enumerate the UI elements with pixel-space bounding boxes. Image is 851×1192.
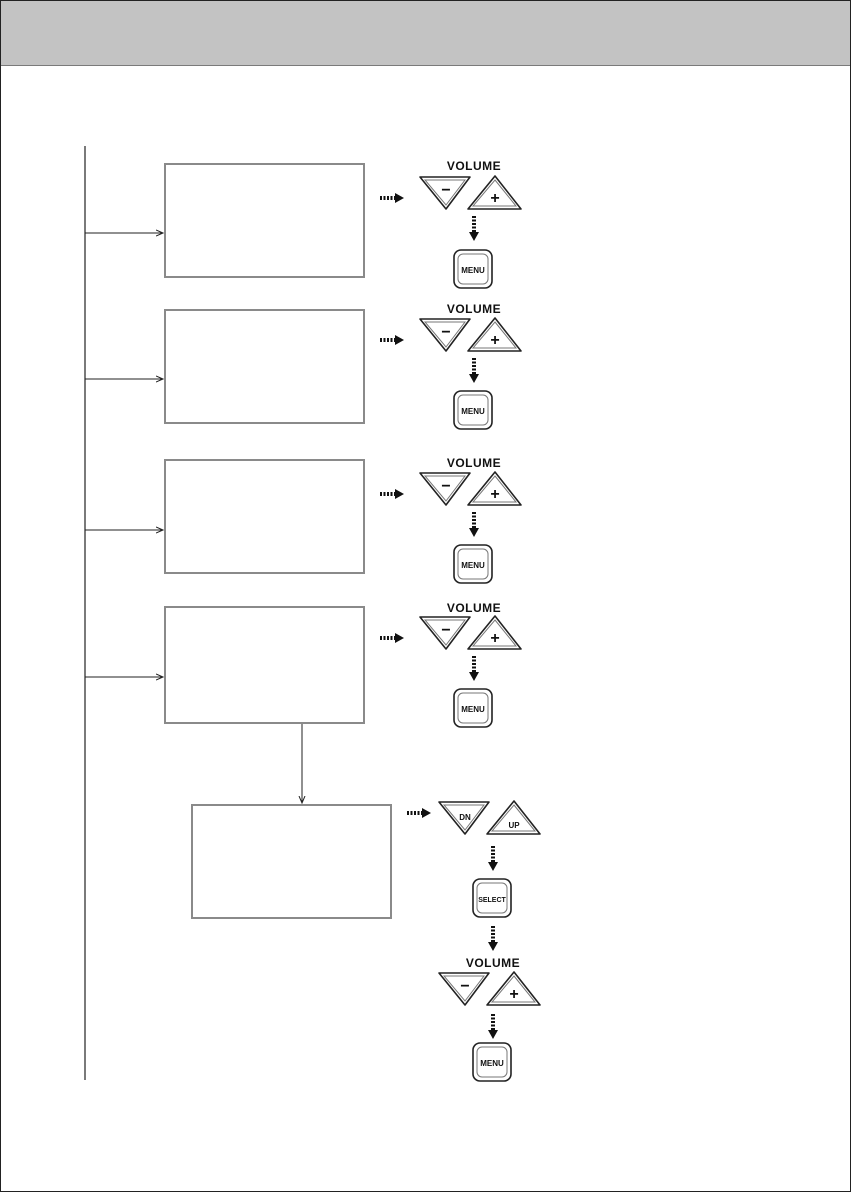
menu-button-3[interactable] xyxy=(454,545,492,583)
screen-box-2 xyxy=(164,309,365,424)
volume-plus-button-sub[interactable] xyxy=(487,972,540,1005)
screen-box-sub xyxy=(191,804,392,919)
down-arrow-3 xyxy=(469,512,479,537)
volume-label-4: VOLUME xyxy=(446,601,502,615)
volume-plus-button-sub-label: + xyxy=(509,986,519,1003)
volume-plus-button-3[interactable] xyxy=(468,472,521,505)
volume-label-2: VOLUME xyxy=(446,302,502,316)
volume-minus-button-4[interactable] xyxy=(420,617,470,649)
goto-arrow-2 xyxy=(380,335,404,345)
volume-minus-button-1[interactable] xyxy=(420,177,470,209)
dn-button-label: DN xyxy=(459,813,471,822)
menu-button-1-label: MENU xyxy=(461,266,485,275)
volume-plus-button-4[interactable] xyxy=(468,616,521,649)
up-button[interactable] xyxy=(487,801,540,834)
volume-buttons-1 xyxy=(420,176,521,209)
volume-buttons-sub xyxy=(439,972,540,1005)
down-arrow-sub-2 xyxy=(488,926,498,951)
goto-arrow-4 xyxy=(380,633,404,643)
volume-minus-button-3[interactable] xyxy=(420,473,470,505)
goto-arrow-sub xyxy=(407,808,431,818)
volume-minus-button-sub-label: − xyxy=(460,978,470,995)
dn-button[interactable] xyxy=(439,802,489,834)
volume-plus-button-2-label: + xyxy=(490,332,500,349)
volume-minus-button-2[interactable] xyxy=(420,319,470,351)
volume-plus-button-2[interactable] xyxy=(468,318,521,351)
menu-button-3-label: MENU xyxy=(461,561,485,570)
volume-label-1: VOLUME xyxy=(446,159,502,173)
down-arrow-2 xyxy=(469,358,479,383)
select-button-label: SELECT xyxy=(478,897,506,904)
volume-minus-button-1-label: − xyxy=(441,182,451,199)
volume-label-sub: VOLUME xyxy=(465,956,521,970)
menu-button-sub-label: MENU xyxy=(480,1059,504,1068)
volume-minus-button-sub[interactable] xyxy=(439,973,489,1005)
volume-minus-button-3-label: − xyxy=(441,478,451,495)
select-button[interactable] xyxy=(473,879,511,917)
menu-button-2-label: MENU xyxy=(461,407,485,416)
screen-box-1 xyxy=(164,163,365,278)
dn-up-buttons xyxy=(439,801,540,834)
volume-buttons-4 xyxy=(420,616,521,649)
goto-arrow-1 xyxy=(380,193,404,203)
volume-minus-button-4-label: − xyxy=(441,622,451,639)
menu-button-4-label: MENU xyxy=(461,705,485,714)
screen-box-3 xyxy=(164,459,365,574)
down-arrow-1 xyxy=(469,216,479,241)
down-arrow-sub-1 xyxy=(488,846,498,871)
menu-button-1[interactable] xyxy=(454,250,492,288)
down-arrow-4 xyxy=(469,656,479,681)
menu-button-4[interactable] xyxy=(454,689,492,727)
volume-buttons-3 xyxy=(420,472,521,505)
menu-button-sub[interactable] xyxy=(473,1043,511,1081)
menu-button-2[interactable] xyxy=(454,391,492,429)
volume-buttons-2 xyxy=(420,318,521,351)
volume-label-3: VOLUME xyxy=(446,456,502,470)
down-arrow-sub-3 xyxy=(488,1014,498,1039)
volume-plus-button-3-label: + xyxy=(490,486,500,503)
up-button-label: UP xyxy=(508,821,520,830)
volume-plus-button-1-label: + xyxy=(490,190,500,207)
volume-minus-button-2-label: − xyxy=(441,324,451,341)
goto-arrow-3 xyxy=(380,489,404,499)
volume-plus-button-1[interactable] xyxy=(468,176,521,209)
volume-plus-button-4-label: + xyxy=(490,630,500,647)
screen-box-4 xyxy=(164,606,365,724)
